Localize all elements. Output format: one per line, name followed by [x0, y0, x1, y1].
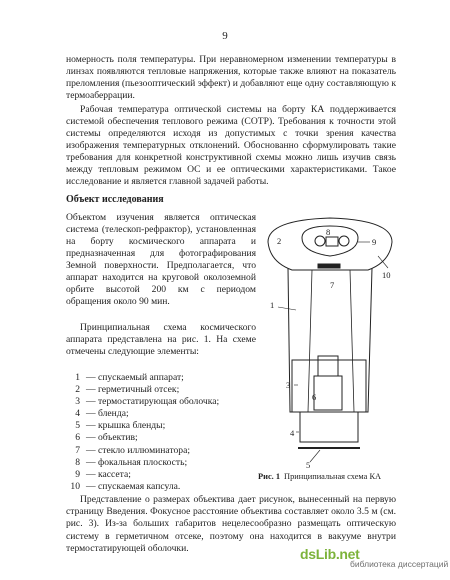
- intro-paragraph: номерность поля температуры. При неравномерном изменении температуры в линзах появляются тепловые напряжения, которые также влияют на показатель преломления (пьезооптический эффект) и добавляют еще одну составляющую к термоаберрации.: [66, 54, 396, 101]
- spacecraft-diagram: [250, 210, 410, 472]
- callout-10: 10: [382, 270, 391, 280]
- list-item: 7 — стекло иллюминатора;: [75, 444, 191, 456]
- watermark-logo[interactable]: dsLib.net: [300, 546, 360, 562]
- callout-5: 5: [306, 460, 311, 470]
- object-paragraph: Объектом изучения является оптическая система (телескоп-рефрактор), установленная на борту космического аппарата и предназначенная для фотографирования Земной поверхности. Предполагается, что аппарат находится на круговой околоземной орбите высотой 200 км с периодом обращения около 90 мин.: [66, 212, 256, 307]
- callout-2: 2: [277, 236, 282, 246]
- list-item: 3 — термостатирующая оболочка;: [75, 396, 220, 408]
- callout-6: 6: [312, 392, 317, 402]
- page-number: 9: [222, 30, 228, 42]
- list-item: 4 — бленда;: [75, 408, 129, 420]
- list-item: 8 — фокальная плоскость;: [75, 456, 188, 468]
- list-item: 2 — герметичный отсек;: [75, 384, 180, 396]
- cassette-reel-right: [339, 236, 349, 246]
- callout-7: 7: [330, 280, 335, 290]
- callout-9: 9: [372, 237, 377, 247]
- cassette-reel-left: [315, 236, 325, 246]
- focal-plane: [326, 237, 338, 246]
- figure-caption: [258, 472, 381, 481]
- bottom-paragraph: Представление о размерах объектива дает рисунок, вынесенный на первую страницу Введения. Фокусное расстояние объектива составляет около 3.5 м (см. рис. 3). Из-за больших габаритов нецелесообразно размещать оптическую систему в герметичном отсеке, поэтому она находится в вакууме внутри термостатирующей оболочки.: [66, 494, 396, 554]
- elements-list: [66, 372, 246, 493]
- callout-3: 3: [286, 380, 291, 390]
- section-heading: Объект исследования: [66, 194, 164, 205]
- work-temperature-paragraph: Рабочая температура оптической системы на борту КА поддерживается системой обеспечения теплового режима (СОТР). Требования к точности этой системы определяются исходя из допустимых с точки зрения качества изображения температурных отклонений. Обоснованно сформулировать такие требования для конкретной конструктивной схемы можно лишь изучив связь между тепловым режимом ОС и ее оптическими характеристиками. Такое исследование и является главной задачей работы.: [66, 104, 396, 187]
- figure-caption-label: Рис. 1: [258, 472, 281, 481]
- schema-paragraph: Принципиальная схема космического аппарата представлена на рис. 1. На схеме отмечены следующие элементы:: [66, 322, 256, 357]
- thermostatic-shell: [292, 360, 366, 412]
- window-glass: [318, 264, 340, 268]
- objective-barrel-top: [318, 356, 338, 376]
- list-item: 10 — спускаемая капсула.: [70, 480, 181, 492]
- list-item: 6 — объектив;: [75, 432, 138, 444]
- objective-barrel: [314, 376, 342, 410]
- hood: [300, 412, 358, 442]
- list-item: 9 — кассета;: [75, 468, 131, 480]
- watermark-subtitle: библиотека диссертаций: [350, 559, 449, 569]
- watermark[interactable]: [294, 544, 449, 574]
- inner-shell-line: [308, 270, 354, 412]
- list-item: 1 — спускаемый аппарат;: [75, 372, 184, 383]
- callout-1: 1: [270, 300, 275, 310]
- list-item: 5 — крышка бленды;: [75, 420, 166, 432]
- figure-caption-text: Принципиальная схема КА: [284, 472, 382, 481]
- callout-4: 4: [290, 428, 295, 438]
- callout-8: 8: [326, 227, 331, 237]
